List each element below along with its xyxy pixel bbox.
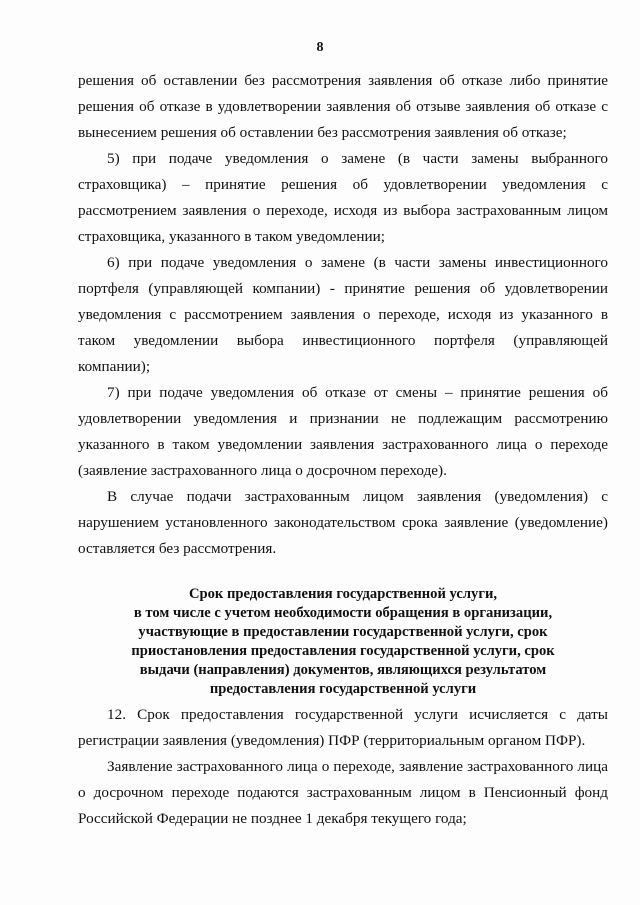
heading-line: в том числе с учетом необходимости обращения в организации, bbox=[133, 605, 553, 621]
paragraph-deadline-violation: В случае подачи застрахованным лицом заявления (уведомления) с нарушением установленного законодательством срока заявление (уведомление) оставляется без рассмотрения. bbox=[78, 488, 608, 557]
paragraph-item-5: 5) при подаче уведомления о замене (в части замены выбранного страховщика) – принятие решения об удовлетворении уведомления с рассмотрением заявления о переходе, исходя из выбора застрахованным лицом страховщика, указанного в таком уведомлении; bbox=[78, 150, 608, 245]
body-text-upper bbox=[78, 68, 608, 562]
heading-line: Срок предоставления государственной услуги, bbox=[188, 586, 498, 602]
heading-line: выдачи (направления) документов, являющихся результатом bbox=[139, 662, 547, 678]
paragraph-item-12: 12. Срок предоставления государственной услуги исчисляется с даты регистрации заявления (уведомления) ПФР (территориальным органом ПФР). bbox=[78, 706, 608, 749]
paragraph-continuation: решения об оставлении без рассмотрения заявления об отказе либо принятие решения об отказе в удовлетворении заявления об отзыве заявления об отказе с вынесением решения об оставлении без рассмотрения заявления об отказе; bbox=[78, 72, 608, 141]
body-text-lower bbox=[78, 702, 608, 832]
heading-line: предоставления государственной услуги bbox=[209, 681, 477, 697]
paragraph-item-7: 7) при подаче уведомления об отказе от смены – принятие решения об удовлетворении уведомления и признании не подлежащим рассмотрению указанного в таком уведомлении заявления застрахованного лица о переходе (заявление застрахованного лица о досрочном переходе). bbox=[78, 384, 608, 479]
heading-line: участвующие в предоставлении государственной услуги, срок bbox=[138, 624, 548, 640]
paragraph-application-deadline: Заявление застрахованного лица о переходе, заявление застрахованного лица о досрочном переходе подаются застрахованным лицом в Пенсионный фонд Российской Федерации не позднее 1 декабря текущего года; bbox=[78, 758, 608, 827]
paragraph-item-6: 6) при подаче уведомления о замене (в части замены инвестиционного портфеля (управляющей компании) - принятие решения об удовлетворении уведомления с рассмотрением заявления о переходе, исходя из указанного в таком уведомлении выбора инвестиционного портфеля (управляющей компании); bbox=[78, 254, 608, 375]
section-heading bbox=[78, 585, 608, 699]
heading-line: приостановления предоставления государственной услуги, срок bbox=[131, 643, 555, 659]
page-number: 8 bbox=[316, 40, 324, 55]
